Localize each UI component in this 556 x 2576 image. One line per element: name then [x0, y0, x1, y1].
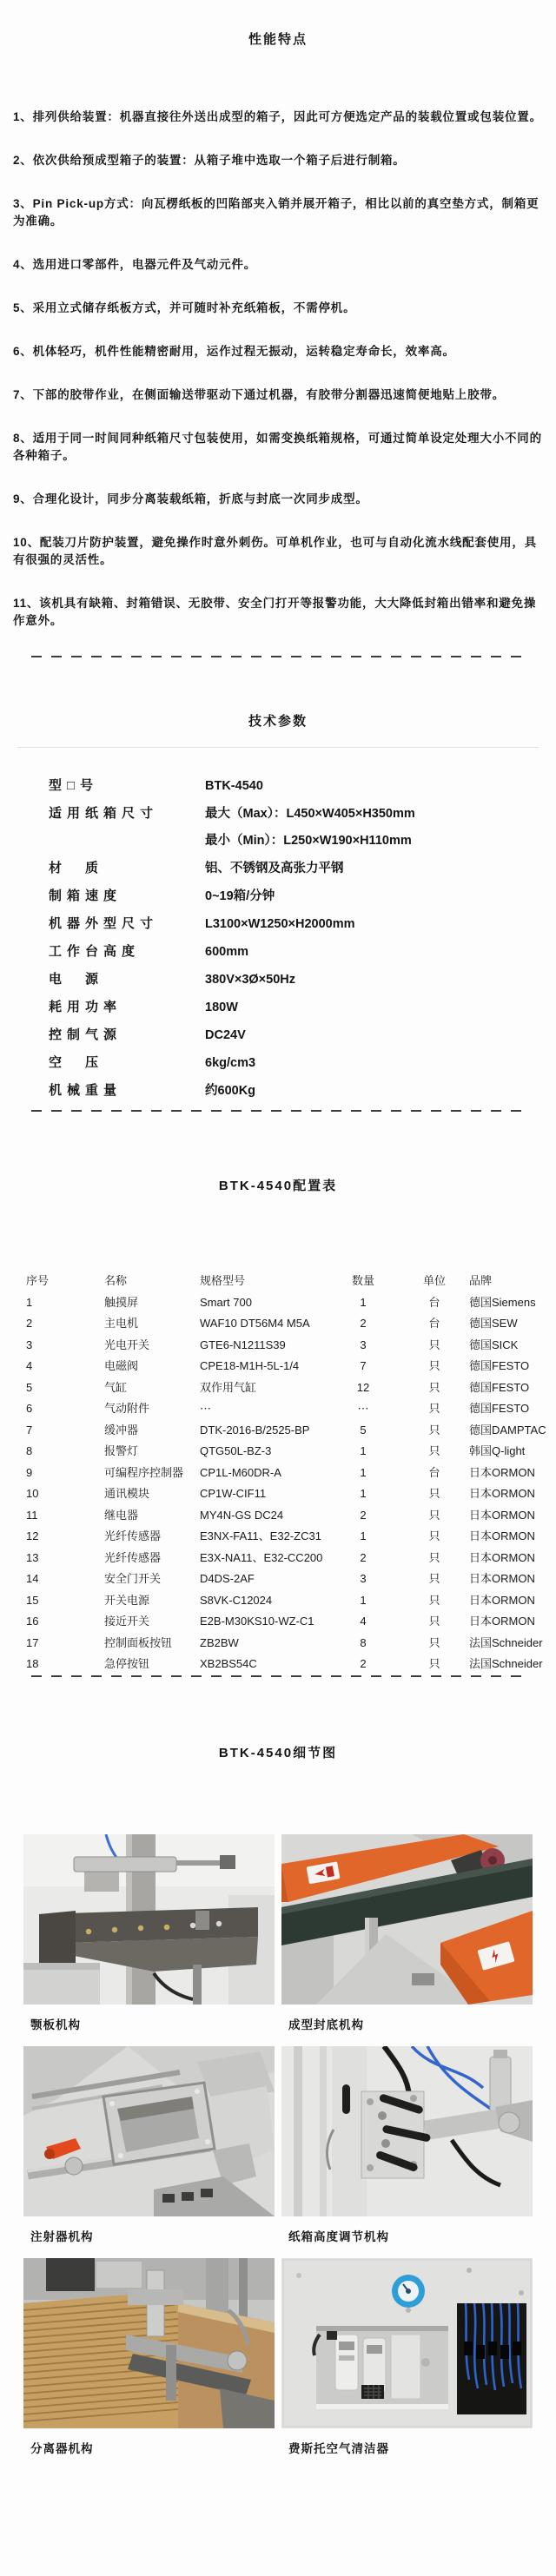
config-cell: 13 [26, 1550, 39, 1564]
config-cell: 控制面板按钮 [104, 1635, 173, 1649]
feature-item: 9、合理化设计，同步分离装载纸箱，折底与封底一次同步成型。 [13, 492, 368, 505]
config-row [26, 1654, 556, 1675]
config-cell: 触摸屏 [104, 1295, 139, 1309]
spec-row [49, 777, 539, 795]
config-cell: 7 [360, 1359, 367, 1372]
config-cell: 3 [360, 1338, 367, 1351]
config-cell: 17 [26, 1635, 39, 1649]
config-col-header: 数量 [351, 1274, 374, 1287]
feature-item: 3、Pin Pick-up方式：向瓦楞纸板的凹陷部夹入销并展开箱子，相比以前的真空垫方式，制箱更为准确。 [13, 197, 539, 228]
config-cell: 只 [428, 1487, 440, 1500]
config-cell: 通讯模块 [104, 1487, 150, 1500]
feature-item: 8、适用于同一时间同种纸箱尺寸包装使用，如需变换纸箱规格，可通过简单设定处理大小不同的各种箱子。 [13, 432, 542, 462]
config-row [26, 1420, 556, 1442]
config-cell: 2 [360, 1657, 367, 1670]
spec-value-line: 380V×3Ø×50Hz [205, 973, 295, 987]
config-cell: 11 [26, 1508, 38, 1522]
features-title: 性能特点 [248, 32, 308, 47]
config-cell: 只 [428, 1550, 440, 1564]
config-cell: 光纤传感器 [104, 1529, 162, 1542]
detail-photo [23, 1834, 275, 2032]
config-table [26, 1271, 556, 1675]
config-cell: 主电机 [104, 1317, 139, 1330]
spec-value [205, 1082, 255, 1100]
config-cell: D4DS-2AF [200, 1572, 255, 1585]
spec-label: 控制气源 [49, 1027, 122, 1042]
config-row [26, 1463, 556, 1484]
spec-label: 电 源 [49, 972, 104, 987]
config-cell: E3X-NA11、E32-CC200 [200, 1550, 323, 1564]
config-cell: 1 [360, 1444, 367, 1457]
config-cell: 9 [26, 1465, 33, 1479]
detail-photo [23, 2258, 275, 2456]
config-cell: 4 [26, 1359, 33, 1372]
config-cell: 1 [360, 1465, 367, 1479]
config-cell: 德国FESTO [469, 1402, 530, 1415]
config-cell: 只 [428, 1615, 440, 1628]
spec-label: 工作台高度 [49, 944, 141, 959]
spec-value [205, 805, 415, 849]
spec-row [49, 915, 539, 933]
feature-list [0, 109, 556, 630]
spec-value [205, 915, 355, 933]
config-row [26, 1335, 556, 1357]
config-cell: 1 [360, 1529, 367, 1542]
config-cell: 日本ORMON [469, 1550, 535, 1564]
photo-caption: 颚板机构 [30, 2018, 81, 2031]
spec-value-line: 最大（Max）：L450×W405×H350mm [205, 807, 415, 821]
config-row [26, 1313, 556, 1335]
spec-value-line: 最小（Min）：L250×W190×H110mm [205, 834, 412, 848]
spec-value [205, 943, 248, 961]
feature-item: 6、机体轻巧，机件性能精密耐用，运作过程无振动，运转稳定寿命长，效率高。 [13, 345, 455, 358]
config-cell: 台 [428, 1295, 440, 1309]
config-cell: CPE18-M1H-5L-1/4 [200, 1359, 300, 1372]
spec-label: 型□号 [49, 778, 99, 793]
config-cell: 气缸 [104, 1380, 128, 1394]
config-cell: 8 [26, 1444, 33, 1457]
config-cell: 只 [428, 1359, 440, 1372]
config-col-header: 序号 [26, 1274, 50, 1287]
config-cell: 1 [360, 1487, 367, 1500]
config-cell: 德国Siemens [469, 1295, 536, 1309]
config-cell: 只 [428, 1508, 440, 1522]
config-cell: 只 [428, 1402, 440, 1415]
spec-label: 适用纸箱尺寸 [49, 806, 159, 821]
config-cell: 7 [26, 1423, 33, 1437]
config-row [26, 1398, 556, 1420]
config-cell: GTE6-N1211S39 [200, 1338, 286, 1351]
config-cell: 急停按钮 [104, 1657, 150, 1670]
separator-photo [23, 2258, 275, 2428]
config-cell: 10 [26, 1487, 39, 1500]
spec-value [205, 860, 344, 877]
config-cell: 韩国Q-light [469, 1444, 526, 1457]
config-cell: 光纤传感器 [104, 1550, 162, 1564]
festo-air-cleaner-photo [281, 2258, 533, 2428]
config-cell: 只 [428, 1444, 440, 1457]
config-table-title: BTK-4540配置表 [218, 1179, 338, 1193]
forming-bottom-seal-photo [281, 1834, 533, 2005]
spec-value-line: DC24V [205, 1028, 246, 1042]
spec-value-line: 180W [205, 1001, 238, 1014]
config-cell: 15 [26, 1593, 39, 1607]
config-cell: CP1W-CIF11 [200, 1487, 267, 1500]
spec-row [49, 1027, 539, 1044]
spec-value-line: 6kg/cm3 [205, 1056, 256, 1070]
config-col-header: 品牌 [469, 1274, 493, 1287]
spec-value [205, 999, 238, 1016]
spec-row [49, 943, 539, 961]
config-cell: 台 [428, 1317, 440, 1330]
config-cell: 法国Schneider [469, 1635, 543, 1649]
config-row [26, 1548, 556, 1569]
injector-photo [23, 2046, 275, 2216]
config-cell: 5 [26, 1380, 33, 1394]
config-cell: 3 [360, 1572, 367, 1585]
photo-caption: 成型封底机构 [288, 2018, 364, 2031]
spec-row [49, 1082, 539, 1100]
spec-value-line: BTK-4540 [205, 779, 263, 793]
detail-photo [281, 1834, 533, 2032]
config-cell: 日本ORMON [469, 1508, 535, 1522]
config-cell: 6 [26, 1402, 33, 1415]
config-cell: 只 [428, 1593, 440, 1607]
spec-value-line: 铝、不锈钢及高张力平钢 [205, 862, 344, 875]
config-row [26, 1292, 556, 1314]
feature-item: 7、下部的胶带作业，在侧面输送带驱动下通过机器，有胶带分割器迅速简便地贴上胶带。 [13, 388, 506, 401]
config-row [26, 1611, 556, 1633]
spec-value [205, 1027, 246, 1044]
config-cell: 电磁阀 [104, 1359, 139, 1372]
config-cell: 缓冲器 [104, 1423, 139, 1437]
config-cell: 光电开关 [104, 1338, 150, 1351]
dashed-divider [31, 1110, 525, 1112]
config-cell: 台 [428, 1465, 440, 1479]
config-col-header: 单位 [422, 1274, 446, 1287]
config-cell: 只 [428, 1423, 440, 1437]
config-cell: 安全门开关 [104, 1572, 162, 1585]
jaw-plate-photo [23, 1834, 275, 2005]
spec-label: 制箱速度 [49, 888, 122, 903]
spec-label: 空 压 [49, 1055, 104, 1070]
feature-item: 10、配装刀片防护装置，避免操作时意外刺伤。可单机作业，也可与自动化流水线配套使用，具有很强的灵活性。 [13, 536, 537, 566]
spec-label: 材 质 [49, 861, 104, 875]
detail-photo [281, 2258, 533, 2456]
config-cell: 只 [428, 1572, 440, 1585]
config-cell: 只 [428, 1380, 440, 1394]
config-row [26, 1590, 556, 1612]
config-cell: 14 [26, 1572, 39, 1585]
config-cell: 18 [26, 1657, 39, 1670]
config-row [26, 1569, 556, 1590]
config-col-header: 规格型号 [200, 1274, 246, 1287]
config-cell: ⋯ [357, 1402, 369, 1415]
config-cell: 3 [26, 1338, 33, 1351]
spec-label: 机械重量 [49, 1083, 122, 1098]
photo-caption: 纸箱高度调节机构 [288, 2229, 389, 2243]
config-row [26, 1526, 556, 1548]
config-row [26, 1633, 556, 1655]
config-cell: Smart 700 [200, 1295, 252, 1309]
config-cell: 接近开关 [104, 1615, 150, 1628]
config-cell: 16 [26, 1615, 39, 1628]
feature-item: 4、选用进口零部件，电器元件及气动元件。 [13, 258, 257, 271]
config-cell: 德国DAMPTAC [469, 1423, 546, 1437]
carton-height-adjust-photo [281, 2046, 533, 2216]
spec-value-line: 约600Kg [205, 1084, 256, 1098]
config-cell: ⋯ [200, 1402, 211, 1415]
spec-value [205, 1054, 255, 1072]
config-cell: 4 [360, 1615, 367, 1628]
config-cell: 可编程序控制器 [104, 1465, 184, 1479]
spec-value [205, 777, 263, 795]
spec-value-line: 0~19箱/分钟 [205, 889, 275, 903]
spec-value [205, 971, 295, 988]
config-cell: 日本ORMON [469, 1465, 535, 1479]
config-cell: 只 [428, 1657, 440, 1670]
config-col-header: 名称 [104, 1274, 128, 1287]
config-header-row [26, 1271, 556, 1292]
config-cell: XB2BS54C [200, 1657, 257, 1670]
config-row [26, 1356, 556, 1377]
config-cell: S8VK-C12024 [200, 1593, 273, 1607]
config-cell: DTK-2016-B/2525-BP [200, 1423, 310, 1437]
spec-row [49, 860, 539, 877]
config-cell: 1 [360, 1295, 367, 1309]
config-cell: ZB2BW [200, 1635, 239, 1649]
config-cell: QTG50L-BZ-3 [200, 1444, 272, 1457]
config-cell: 12 [356, 1380, 370, 1394]
config-cell: 2 [26, 1317, 33, 1330]
spec-row [49, 1054, 539, 1072]
detail-photo-grid [23, 1834, 533, 2470]
dashed-divider [31, 656, 525, 657]
photo-caption: 注射器机构 [30, 2229, 94, 2243]
specs-title: 技术参数 [248, 714, 308, 729]
config-row [26, 1505, 556, 1527]
feature-item: 5、采用立式储存纸板方式，并可随时补充纸箱板，不需停机。 [13, 301, 356, 314]
config-cell: 2 [360, 1317, 367, 1330]
specs-table [17, 747, 539, 1100]
config-cell: E2B-M30KS10-WZ-C1 [200, 1615, 314, 1628]
spec-label: 耗用功率 [49, 1000, 122, 1014]
config-cell: 12 [26, 1529, 39, 1542]
spec-row [49, 805, 539, 849]
config-cell: 只 [428, 1635, 440, 1649]
config-cell: 2 [360, 1550, 367, 1564]
config-cell: 日本ORMON [469, 1487, 535, 1500]
config-row [26, 1441, 556, 1463]
photo-caption: 费斯托空气清洁器 [288, 2441, 389, 2455]
config-cell: 报警灯 [104, 1444, 139, 1457]
config-cell: E3NX-FA11、E32-ZC31 [200, 1529, 321, 1542]
config-row [26, 1483, 556, 1505]
config-cell: 日本ORMON [469, 1593, 535, 1607]
dashed-divider [31, 1675, 525, 1677]
config-cell: 德国FESTO [469, 1359, 530, 1372]
spec-value-line: L3100×W1250×H2000mm [205, 917, 355, 931]
detail-photo [23, 2046, 275, 2244]
photo-caption: 分离器机构 [30, 2441, 94, 2455]
spec-row [49, 888, 539, 905]
spec-label: 机器外型尺寸 [49, 916, 159, 931]
feature-item: 2、依次供给预成型箱子的装置：从箱子堆中选取一个箱子后进行制箱。 [13, 154, 406, 167]
feature-item: 1、排列供给装置：机器直接往外送出成型的箱子，因此可方便选定产品的装载位置或包装位置。 [13, 110, 542, 123]
config-cell: 德国SEW [469, 1317, 518, 1330]
config-cell: 继电器 [104, 1508, 139, 1522]
config-cell: MY4N-GS DC24 [200, 1508, 284, 1522]
config-cell: CP1L-M60DR-A [200, 1465, 281, 1479]
detail-photo [281, 2046, 533, 2244]
config-cell: 只 [428, 1338, 440, 1351]
spec-row [49, 971, 539, 988]
config-cell: 只 [428, 1529, 440, 1542]
config-cell: 1 [26, 1295, 33, 1309]
config-cell: 德国FESTO [469, 1380, 530, 1394]
config-cell: 1 [360, 1593, 367, 1607]
config-cell: WAF10 DT56M4 M5A [200, 1317, 310, 1330]
details-title: BTK-4540细节图 [218, 1745, 338, 1760]
config-cell: 双作用气缸 [200, 1380, 257, 1394]
spec-value-line: 600mm [205, 945, 248, 959]
feature-item: 11、该机具有缺箱、封箱错误、无胶带、安全门打开等报警功能，大大降低封箱出错率和避免操作意外。 [13, 597, 537, 627]
config-cell: 日本ORMON [469, 1529, 535, 1542]
config-cell: 日本ORMON [469, 1615, 535, 1628]
config-cell: 德国SICK [469, 1338, 519, 1351]
config-cell: 2 [360, 1508, 367, 1522]
spec-value [205, 888, 275, 905]
config-cell: 法国Schneider [469, 1657, 543, 1670]
config-row [26, 1377, 556, 1399]
config-cell: 5 [360, 1423, 367, 1437]
spec-row [49, 999, 539, 1016]
config-cell: 气动附件 [104, 1402, 150, 1415]
config-cell: 开关电源 [104, 1593, 150, 1607]
config-cell: 日本ORMON [469, 1572, 535, 1585]
config-cell: 8 [360, 1635, 367, 1649]
